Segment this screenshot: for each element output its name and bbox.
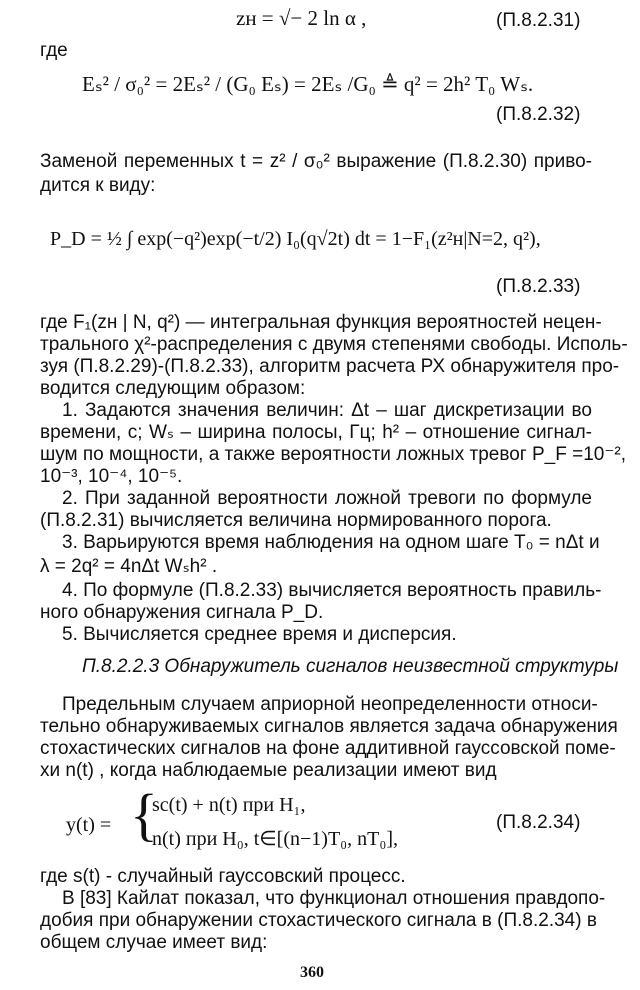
brace-symbol: { — [130, 782, 158, 847]
equation-34-row1: sс(t) + n(t) при H₁, — [152, 794, 306, 816]
equation-31-label: (П.8.2.31) — [496, 10, 581, 31]
paragraph-line: дится к виду: — [40, 175, 156, 196]
step-1-line: 10⁻³, 10⁻⁴, 10⁻⁵. — [40, 466, 183, 487]
equation-33: P_D = ½ ∫ exp(−q²)exp(−t/2) I₀(q√2t) dt = 1−F₁(z²н|N=2, q²), — [50, 228, 541, 250]
closing-line: добия при обнаружении стохастического сигнала в (П.8.2.34) в — [40, 910, 597, 931]
closing-line: общем случае имеет вид: — [40, 932, 268, 953]
body-line: трального χ²-распределения с двумя степенями свободы. Исполь- — [40, 334, 628, 355]
closing-line: В [83] Кайлат показал, что функционал отношения правдопо- — [62, 888, 606, 909]
section-line: Предельным случаем априорной неопределенности относи- — [62, 694, 598, 715]
step-1-line: времени, с; Wₛ – ширина полосы, Гц; h² – отношение сигнал- — [40, 422, 592, 443]
section-line: стохастических сигналов на фоне аддитивной гауссовской поме- — [40, 738, 616, 759]
step-4-line: ного обнаружения сигнала P_D. — [40, 602, 324, 623]
where-label-1: где — [40, 40, 68, 61]
step-1-line: шум по мощности, а также вероятности ложных тревог P_F =10⁻², — [40, 444, 626, 465]
section-line: хи n(t) , когда наблюдаемые реализации имеют вид — [40, 760, 497, 781]
equation-34-label: (П.8.2.34) — [496, 812, 581, 833]
step-2-line: 2. При заданной вероятности ложной тревоги по формуле — [62, 488, 592, 509]
step-4-line: 4. По формуле (П.8.2.33) вычисляется вероятность правиль- — [62, 580, 602, 601]
step-3-line: λ = 2q² = 4nΔt Wₛh² . — [40, 556, 218, 577]
equation-32: Eₛ² / σ₀² = 2Eₛ² / (G₀ Eₛ) = 2Eₛ /G₀ ≜ q² = 2h² T₀ Wₛ. — [82, 72, 534, 96]
step-3-line: 3. Варьируются время наблюдения на одном шаге T₀ = nΔt и — [62, 532, 600, 553]
step-2-line: (П.8.2.31) вычисляется величина нормированного порога. — [40, 510, 552, 531]
page-number: 360 — [300, 964, 324, 981]
section-heading: П.8.2.2.3 Обнаружитель сигналов неизвестной структуры — [82, 656, 619, 677]
equation-32-label: (П.8.2.32) — [496, 104, 581, 125]
closing-line: где s(t) - случайный гауссовский процесс. — [40, 866, 406, 887]
equation-34-lhs: y(t) = — [66, 814, 112, 836]
body-line: где F₁(zн | N, q²) — интегральная функция вероятностей нецен- — [40, 312, 602, 333]
step-1-line: 1. Задаются значения величин: Δt – шаг дискретизации во — [62, 400, 592, 421]
body-line: водится следующим образом: — [40, 378, 306, 399]
equation-34-row2: n(t) при H₀, t∈[(n−1)T₀, nT₀], — [152, 828, 398, 850]
paragraph-line: Заменой переменных t = z² / σ₀² выражение (П.8.2.30) приво- — [40, 151, 592, 172]
equation-31: zн = √− 2 ln α , — [236, 6, 367, 30]
section-line: тельно обнаруживаемых сигналов является задача обнаружения — [40, 716, 618, 737]
step-5-line: 5. Вычисляется среднее время и дисперсия. — [62, 624, 457, 645]
body-line: зуя (П.8.2.29)-(П.8.2.33), алгоритм расчета РХ обнаружителя про- — [40, 356, 620, 377]
equation-33-label: (П.8.2.33) — [496, 276, 581, 297]
